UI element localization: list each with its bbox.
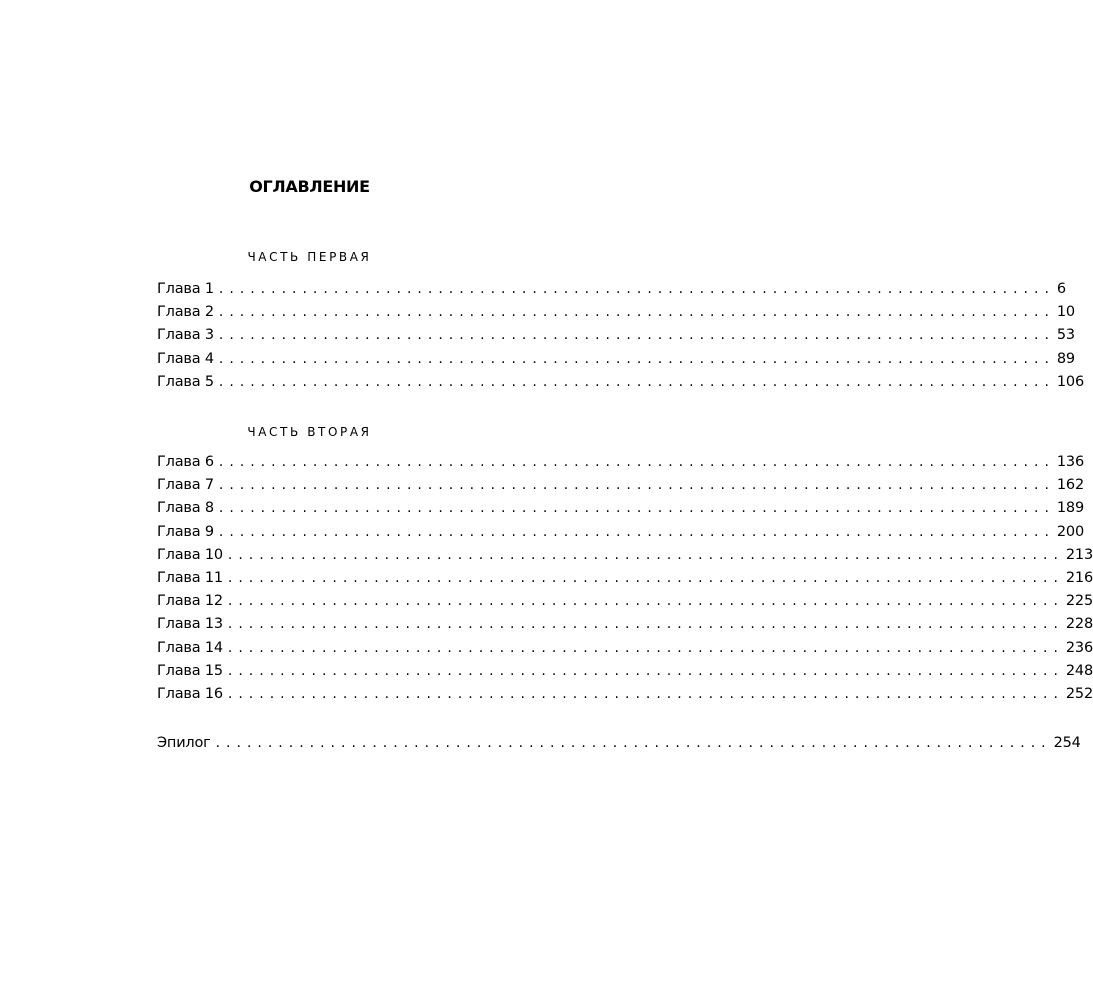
toc-entry[interactable] [157, 593, 1093, 616]
toc-entry-page: 6 [1056, 281, 1066, 297]
toc-leader-dots: ................................................................................ [218, 454, 1055, 470]
toc-entry[interactable] [157, 454, 1084, 477]
toc-entry[interactable] [157, 569, 1093, 593]
toc-list-part-2 [157, 454, 1093, 709]
toc-list-part-1 [157, 281, 1084, 397]
toc-entry-label: Глава 1 [157, 281, 214, 297]
toc-entry[interactable] [157, 662, 1093, 686]
toc-entry-page: 189 [1056, 500, 1084, 517]
toc-entry[interactable] [157, 639, 1093, 663]
toc-entry-page: 200 [1056, 523, 1084, 540]
toc-leader-dots: ................................................................................ [218, 523, 1055, 540]
toc-leader-dots: ................................................................................ [218, 373, 1055, 390]
toc-entry[interactable] [157, 350, 1075, 374]
toc-entry-label: Глава 15 [157, 662, 223, 679]
toc-entry-page: 228 [1065, 616, 1093, 633]
toc-entry-label: Глава 5 [157, 373, 214, 390]
toc-leader-dots: ................................................................................ [218, 327, 1055, 344]
toc-leader-dots: ................................................................................ [218, 477, 1055, 494]
toc-entry-epilogue[interactable] [157, 735, 1081, 758]
toc-entry-label: Глава 3 [157, 327, 214, 344]
toc-leader-dots: ................................................................................ [227, 569, 1064, 586]
toc-entry[interactable] [157, 500, 1084, 523]
toc-entry-page: 248 [1065, 662, 1093, 679]
toc-entry[interactable] [157, 616, 1093, 639]
page-title: ОГЛАВЛЕНИЕ [249, 177, 370, 196]
toc-entry-label: Глава 14 [157, 639, 223, 656]
toc-leader-dots: ................................................................................ [215, 735, 1052, 751]
toc-leader-dots: ................................................................................ [227, 685, 1064, 702]
toc-entry-page: 53 [1056, 327, 1075, 344]
part-title-1: ЧАСТЬ ПЕРВАЯ [247, 250, 372, 264]
toc-entry-page: 252 [1065, 685, 1093, 702]
toc-entry[interactable] [157, 685, 1093, 709]
toc-leader-dots: ................................................................................ [227, 662, 1064, 679]
toc-entry-label: Глава 11 [157, 569, 223, 586]
toc-leader-dots: ................................................................................ [227, 546, 1064, 563]
toc-entry-page: 236 [1065, 639, 1093, 656]
toc-entry[interactable] [157, 373, 1084, 397]
toc-entry-page: 10 [1056, 304, 1075, 321]
toc-leader-dots: ................................................................................ [218, 350, 1055, 367]
toc-leader-dots: ................................................................................ [227, 593, 1064, 610]
toc-leader-dots: ................................................................................ [227, 616, 1064, 633]
toc-entry-label: Глава 13 [157, 616, 223, 633]
part-title-2: ЧАСТЬ ВТОРАЯ [247, 425, 372, 439]
toc-entry[interactable] [157, 327, 1075, 350]
toc-entry[interactable] [157, 477, 1084, 500]
toc-leader-dots: ................................................................................ [218, 281, 1055, 297]
toc-entry-label: Глава 16 [157, 685, 223, 702]
toc-entry-label: Глава 8 [157, 500, 214, 517]
toc-entry[interactable] [157, 523, 1084, 547]
toc-entry-page: 216 [1065, 569, 1093, 586]
toc-entry-label: Глава 7 [157, 477, 214, 494]
toc-entry-label: Эпилог [157, 735, 211, 751]
toc-entry[interactable] [157, 281, 1066, 304]
toc-entry-page: 136 [1056, 454, 1084, 470]
toc-entry[interactable] [157, 546, 1093, 570]
toc-entry-page: 254 [1053, 735, 1081, 751]
toc-entry-page: 162 [1056, 477, 1084, 494]
toc-entry-label: Глава 12 [157, 593, 223, 610]
toc-entry-label: Глава 10 [157, 546, 223, 563]
toc-entry-page: 89 [1056, 350, 1075, 367]
toc-list-epilogue [157, 735, 1081, 758]
toc-entry-page: 213 [1065, 546, 1093, 563]
toc-leader-dots: ................................................................................ [227, 639, 1064, 656]
toc-entry[interactable] [157, 304, 1075, 327]
toc-entry-label: Глава 6 [157, 454, 214, 470]
toc-entry-page: 106 [1056, 373, 1084, 390]
toc-entry-label: Глава 2 [157, 304, 214, 321]
toc-entry-label: Глава 9 [157, 523, 214, 540]
toc-leader-dots: ................................................................................ [218, 500, 1055, 517]
toc-entry-page: 225 [1065, 593, 1093, 610]
toc-leader-dots: ................................................................................ [218, 304, 1055, 321]
toc-entry-label: Глава 4 [157, 350, 214, 367]
